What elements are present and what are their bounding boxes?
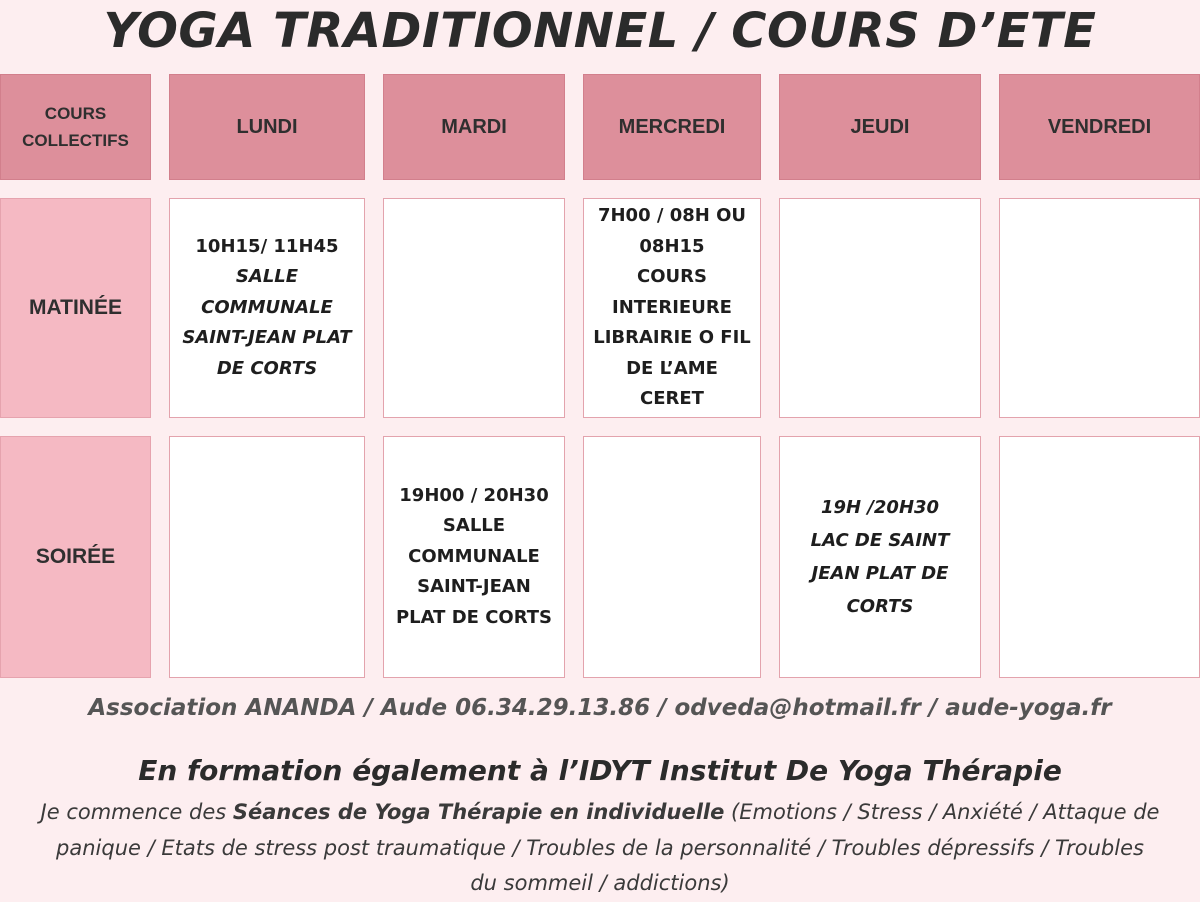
slot-mercredi-soiree — [583, 436, 761, 678]
slot-line: PLAT DE CORTS — [395, 606, 553, 628]
slot-mardi-matinee — [383, 198, 565, 418]
header-vendredi: VENDREDI — [999, 74, 1200, 180]
slot-line: 19H /20H30 — [820, 497, 940, 518]
slot-time: 10H15/ 11H45 — [195, 235, 339, 257]
slot-line: SALLE — [442, 515, 506, 537]
desc-bold: Séances de Yoga Thérapie en individuelle — [232, 800, 725, 824]
header-mardi: MARDI — [383, 74, 565, 180]
slot-line: LIBRAIRIE O FIL — [593, 327, 751, 349]
header-mercredi: MERCREDI — [583, 74, 761, 180]
slot-line: 19H00 / 20H30 — [399, 484, 549, 506]
slot-line: COMMUNALE — [408, 545, 540, 567]
desc-prefix: Je commence des — [40, 800, 233, 824]
slot-line: 7H00 / 08H OU — [597, 205, 747, 227]
slot-place-line: SALLE — [235, 266, 299, 288]
slot-place-line: COMMUNALE — [201, 296, 333, 318]
formation-description — [40, 795, 1160, 902]
slot-jeudi-matinee — [779, 198, 981, 418]
header-cours-collectifs — [0, 74, 151, 180]
slot-place-line: DE CORTS — [216, 357, 318, 379]
slot-mardi-soiree — [383, 436, 565, 678]
slot-line: DE L’AME — [626, 357, 718, 379]
slot-line: INTERIEURE — [612, 296, 732, 318]
header-corner-line1: COURS — [44, 104, 107, 123]
row-matinee: MATINÉE — [0, 198, 151, 418]
slot-line: JEAN PLAT DE — [811, 563, 949, 584]
header-lundi: LUNDI — [169, 74, 365, 180]
slot-line: 08H15 — [639, 235, 705, 257]
page-title: YOGA TRADITIONNEL / COURS D’ETE — [103, 3, 1097, 59]
slot-jeudi-soiree — [779, 436, 981, 678]
slot-vendredi-matinee — [999, 198, 1200, 418]
slot-line: SAINT-JEAN — [417, 576, 531, 598]
desc-suffix: (Emotions / Stress / Anxiété / Attaque de panique / Etats de stress post traumatique / Troubles de la personnalité / Troubles dépressifs / Troubles du sommeil / addictions) — [56, 800, 1160, 895]
slot-line: CERET — [640, 388, 704, 410]
slot-line: CORTS — [846, 596, 914, 617]
slot-line: COURS — [637, 266, 707, 288]
slot-line: LAC DE SAINT — [810, 530, 950, 551]
slot-vendredi-soiree — [999, 436, 1200, 678]
contact-line: Association ANANDA / Aude 06.34.29.13.86 / odveda@hotmail.fr / aude-yoga.fr — [88, 695, 1112, 721]
slot-lundi-matinee — [169, 198, 365, 418]
slot-place-line: SAINT-JEAN PLAT — [182, 327, 352, 349]
formation-title: En formation également à l’IDYT Institut De Yoga Thérapie — [138, 754, 1062, 787]
header-jeudi: JEUDI — [779, 74, 981, 180]
slot-mercredi-matinee — [583, 198, 761, 418]
slot-lundi-soiree — [169, 436, 365, 678]
header-corner-line2: COLLECTIFS — [22, 131, 129, 150]
row-soiree: SOIRÉE — [0, 436, 151, 678]
